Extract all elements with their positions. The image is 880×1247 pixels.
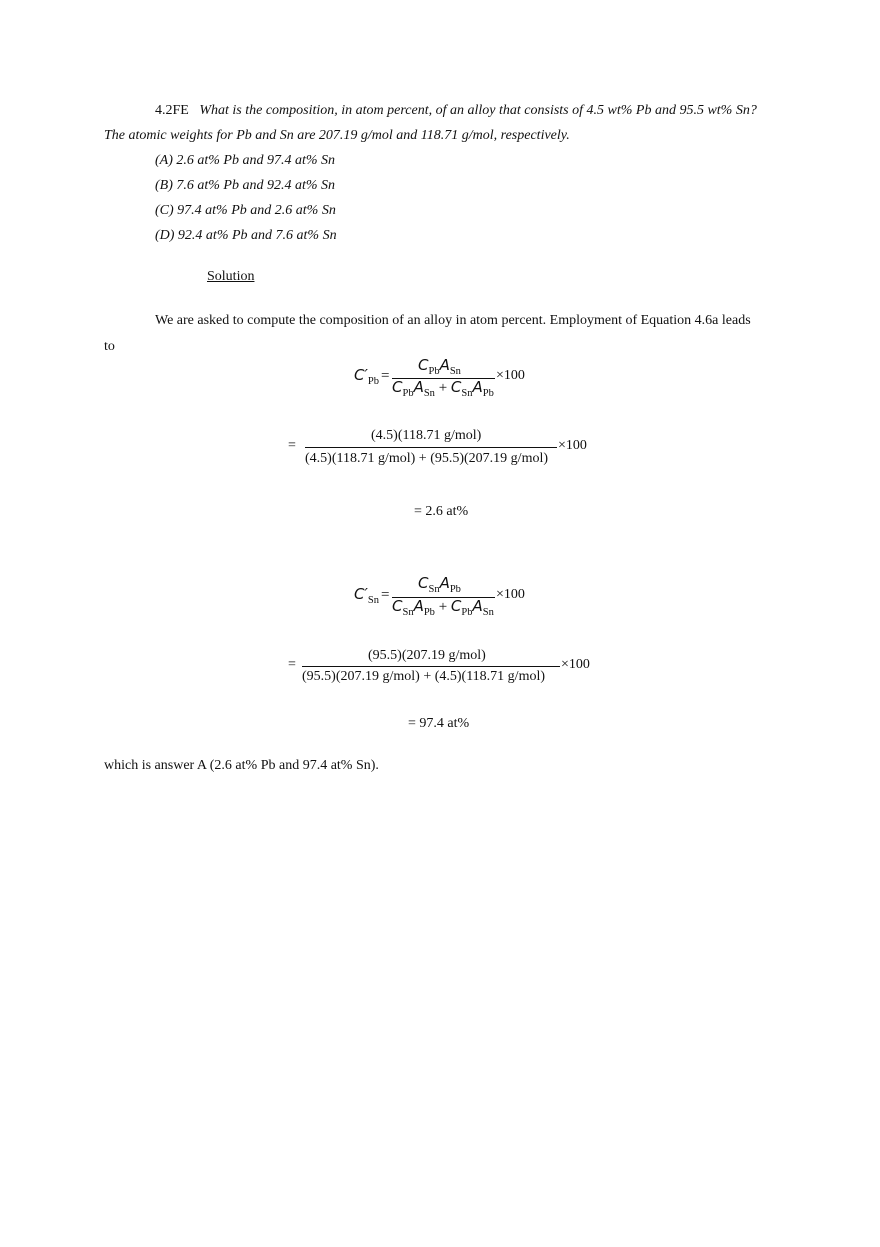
- option-c: (C) 97.4 at% Pb and 2.6 at% Sn: [155, 203, 336, 218]
- equation-sn-numeric-equals: =: [288, 657, 296, 672]
- equation-sn-denominator: $C_{Sn}A_{Pb} + C_{Pb}A_{Sn}$: [392, 597, 494, 618]
- equation-sn-numeric-times100: ×100: [561, 657, 590, 672]
- equation-pb-lhs: $C'_{Pb}$ =: [354, 366, 390, 387]
- question-text-1: What is the composition, in atom percent, of an alloy that consists of 4.5 wt% Pb and 95.5 wt% Sn?: [199, 103, 757, 118]
- option-d: (D) 92.4 at% Pb and 7.6 at% Sn: [155, 228, 337, 243]
- pb-result: = 2.6 at%: [414, 504, 469, 519]
- fraction-bar-sn-numeric: [302, 666, 560, 667]
- question-text-2: The atomic weights for Pb and Sn are 207.19 g/mol and 118.71 g/mol, respectively.: [104, 128, 570, 143]
- sn-result: = 97.4 at%: [408, 716, 470, 731]
- option-a: (A) 2.6 at% Pb and 97.4 at% Sn: [155, 153, 336, 168]
- equation-sn-lhs: $C'_{Sn}$ =: [354, 585, 390, 606]
- equation-sn-numeric-denominator: (95.5)(207.19 g/mol) + (4.5)(118.71 g/mol): [302, 669, 546, 684]
- equation-sn-numerator: $C_{Sn}A_{Pb}$: [418, 574, 461, 595]
- equation-pb-times100: ×100: [496, 368, 525, 383]
- option-b: (B) 7.6 at% Pb and 92.4 at% Sn: [155, 178, 336, 193]
- equation-pb-numeric-equals: =: [288, 438, 296, 453]
- conclusion-text: which is answer A (2.6 at% Pb and 97.4 at% Sn).: [104, 758, 379, 773]
- equation-pb-numeric-times100: ×100: [558, 438, 587, 453]
- equation-sn-numeric-numerator: (95.5)(207.19 g/mol): [368, 648, 486, 663]
- solution-intro-1: We are asked to compute the composition of an alloy in atom percent. Employment of Equation 4.6a leads: [155, 313, 751, 328]
- solution-intro-2: to: [104, 339, 115, 354]
- equation-pb-numeric-numerator: (4.5)(118.71 g/mol): [371, 428, 482, 443]
- equation-pb-numerator: $C_{Pb}A_{Sn}$: [418, 356, 461, 377]
- problem-line-1: [155, 104, 757, 118]
- equation-pb-denominator: $C_{Pb}A_{Sn} + C_{Sn}A_{Pb}$: [392, 378, 494, 399]
- equation-pb-numeric-denominator: (4.5)(118.71 g/mol) + (95.5)(207.19 g/mol): [305, 451, 549, 466]
- equation-sn-times100: ×100: [496, 587, 525, 602]
- solution-heading: Solution: [207, 269, 255, 284]
- fraction-bar-pb-numeric: [305, 447, 557, 448]
- problem-number: 4.2FE: [155, 103, 189, 118]
